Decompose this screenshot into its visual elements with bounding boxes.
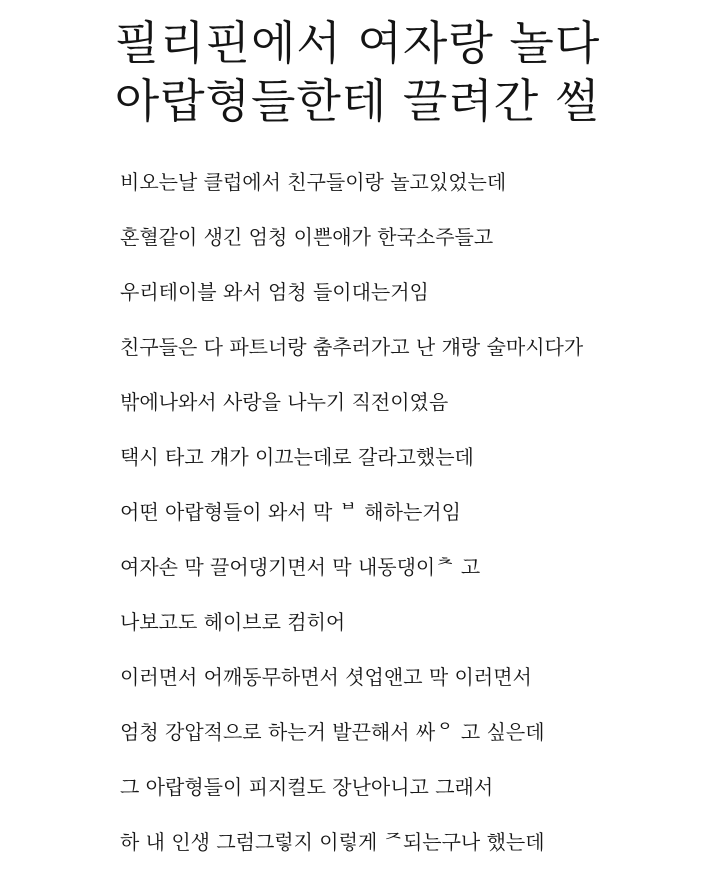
title-line-2: 아랍형들한테 끌려간 썰 (114, 74, 601, 128)
story-line: 택시 타고 걔가 이끄는데로 갈라고했는데 (120, 445, 474, 469)
story-line: 이러면서 어깨동무하면서 셧업앤고 막 이러면서 (120, 665, 532, 689)
story-line: 나보고도 헤이브로 컴히어 (120, 610, 346, 634)
story-line: 밖에나와서 사랑을 나누기 직전이였음 (120, 390, 449, 414)
story-line: 우리테이블 와서 엄청 들이대는거임 (120, 280, 429, 304)
post-title (0, 14, 715, 130)
story-line: 혼혈같이 생긴 엄청 이쁜애가 한국소주들고 (120, 225, 494, 249)
story-line: 어떤 아랍형들이 와서 막 ᄇ 해하는거임 (120, 500, 461, 524)
story-line: 엄청 강압적으로 하는거 발끈해서 싸ᄋ 고 싶은데 (120, 720, 545, 744)
story-line: 비오는날 클럽에서 친구들이랑 놀고있었는데 (120, 170, 507, 194)
title-line-1: 필리핀에서 여자랑 놀다 (114, 16, 601, 70)
story-line: 여자손 막 끌어댕기면서 막 내동댕이ᄎ 고 (120, 555, 481, 579)
story-line: 그 아랍형들이 피지컬도 장난아니고 그래서 (120, 775, 494, 799)
story-body (120, 164, 583, 879)
story-line: 친구들은 다 파트너랑 춤추러가고 난 걔랑 술마시다가 (120, 335, 584, 359)
story-line: 하 내 인생 그럼그렇지 이렇게 ᄌ되는구나 했는데 (120, 830, 545, 854)
